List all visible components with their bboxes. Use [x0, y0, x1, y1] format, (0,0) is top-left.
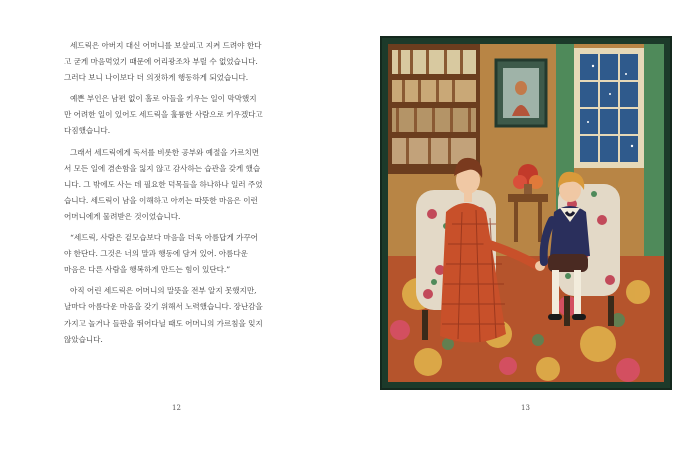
text-line: 아직 어린 세드릭은 어머니의 말뜻을 전부 알지 못했지만,	[70, 286, 257, 296]
text-line: 그러다 보니 나이보다 더 의젓하게 행동하게 되었습니다.	[64, 73, 249, 83]
text-line: 니다. 그 밖에도 사는 데 필요한 덕목들을 하나하나 일러 주었	[64, 179, 263, 189]
page-number-right: 13	[521, 404, 530, 412]
text-line: 날마다 아름다운 마음을 갖기 위해서 노력했습니다. 장난감을	[64, 302, 263, 312]
illustration	[388, 44, 664, 382]
text-line: 고 굳게 마음먹었기 때문에 어리광조차 부릴 수 없었습니다.	[64, 57, 258, 67]
text-line: 않았습니다.	[64, 334, 103, 344]
text-line: 예쁜 부인은 남편 없이 홀로 아들을 키우는 일이 막막했지	[70, 94, 257, 104]
text-line: 서 모든 일에 겸손함을 잃지 않고 감사하는 습관을 갖게 했습	[64, 163, 261, 173]
paragraph-4-quote	[64, 230, 310, 278]
text-line: 마음은 다른 사람을 행복하게 만드는 힘이 있단다.”	[64, 265, 231, 275]
text-line: “세드릭, 사람은 겉모습보다 마음을 더욱 아름답게 가꾸어	[70, 233, 258, 243]
window	[574, 48, 644, 168]
text-line: 세드릭은 아버지 대신 어머니를 보살피고 지켜 드려야 한다	[70, 41, 262, 50]
page-number-left: 12	[172, 404, 181, 412]
illustration-frame	[380, 36, 672, 390]
text-line: 만 어려한 일이 있어도 세드릭을 훌륭한 사람으로 키우겠다고	[64, 110, 263, 120]
text-line: 가지고 놀거나 들판을 뛰어다닐 때도 어머니의 가르침을 잊지	[64, 318, 263, 328]
paragraph-2	[64, 91, 310, 139]
text-line: 어머니에게 물려받은 것이었습니다.	[64, 211, 181, 221]
left-page-text	[64, 38, 310, 353]
text-line: 습니다. 세드릭이 남을 이해하고 아끼는 따뜻한 마음은 이런	[64, 195, 258, 205]
curtain-right	[644, 44, 664, 264]
text-line: 야 한단다. 그것은 너의 말과 행동에 담겨 있어. 아름다운	[64, 249, 248, 259]
paragraph-1	[64, 38, 310, 86]
wall-portrait	[496, 60, 546, 126]
paragraph-3	[64, 145, 310, 225]
text-line: 다짐했습니다.	[64, 126, 111, 136]
text-line: 그래서 세드릭에게 독서를 비롯한 공부와 예절을 가르치면	[70, 147, 260, 157]
paragraph-5	[64, 283, 310, 347]
illustration-drawing	[388, 44, 664, 382]
bookshelf	[388, 44, 480, 174]
